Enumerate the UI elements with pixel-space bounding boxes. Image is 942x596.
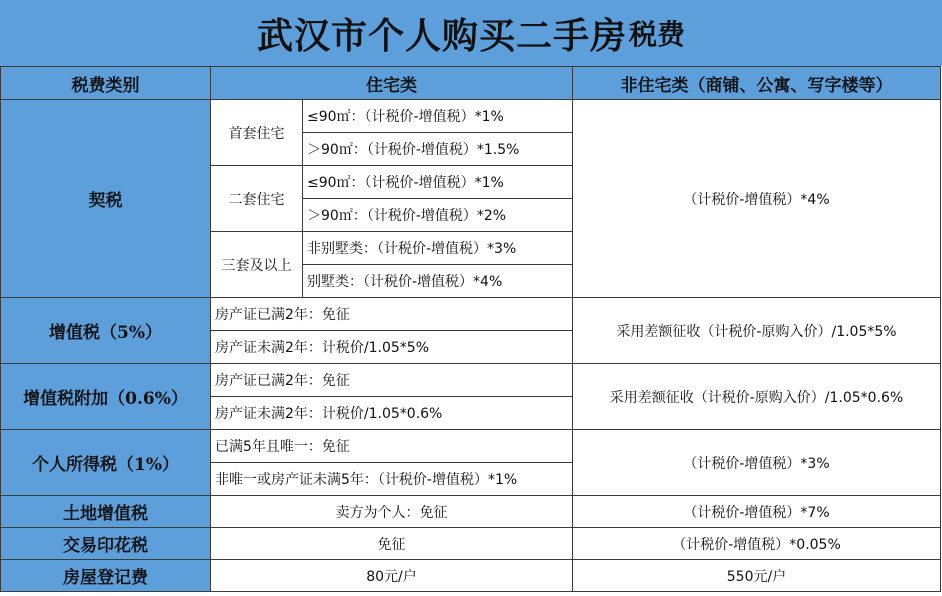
income-tax-nonresidential: （计税价-增值税）*3% (573, 430, 941, 496)
stamp-tax-row (1, 528, 941, 560)
deed-tax-nonresidential: （计税价-增值税）*4% (573, 100, 941, 298)
income-tax-rule: 非唯一或房产证未满5年：（计税价-增值税）*1% (211, 463, 573, 496)
vat-surcharge-nonresidential: 采用差额征收（计税价-原购入价）/1.05*0.6% (573, 364, 941, 430)
stamp-tax-label: 交易印花税 (1, 528, 211, 560)
land-vat-row (1, 496, 941, 528)
deed-rule: ＞90㎡：（计税价-增值税）*1.5% (303, 133, 573, 166)
registration-fee-row (1, 560, 941, 592)
vat-surcharge-rule: 房产证未满2年：计税价/1.05*0.6% (211, 397, 573, 430)
deed-group-first-home: 首套住宅 (211, 100, 303, 166)
vat-surcharge-label: 增值税附加（0.6%） (1, 364, 211, 430)
tax-table (0, 66, 941, 592)
deed-tax-row (1, 100, 941, 133)
vat-label: 增值税（5%） (1, 298, 211, 364)
deed-rule: ≤90㎡：（计税价-增值税）*1% (303, 166, 573, 199)
title-suffix: 税费 (629, 18, 686, 51)
deed-group-third-home: 三套及以上 (211, 232, 303, 298)
deed-tax-label: 契税 (1, 100, 211, 298)
land-vat-residential: 卖方为个人：免征 (211, 496, 573, 528)
vat-rule: 房产证未满2年：计税价/1.05*5% (211, 331, 573, 364)
header-category: 税费类别 (1, 67, 211, 100)
vat-surcharge-row (1, 364, 941, 397)
income-tax-rule: 已满5年且唯一：免征 (211, 430, 573, 463)
stamp-tax-residential: 免征 (211, 528, 573, 560)
header-row (1, 67, 941, 100)
deed-rule: 非别墅类：（计税价-增值税）*3% (303, 232, 573, 265)
deed-rule: ≤90㎡：（计税价-增值税）*1% (303, 100, 573, 133)
header-residential: 住宅类 (211, 67, 573, 100)
stamp-tax-nonresidential: （计税价-增值税）*0.05% (573, 528, 941, 560)
title-main: 武汉市个人购买二手房 (256, 14, 627, 57)
deed-rule: 别墅类：（计税价-增值税）*4% (303, 265, 573, 298)
deed-group-second-home: 二套住宅 (211, 166, 303, 232)
registration-fee-nonresidential: 550元/户 (573, 560, 941, 592)
land-vat-nonresidential: （计税价-增值税）*7% (573, 496, 941, 528)
header-nonresidential: 非住宅类（商铺、公寓、写字楼等） (573, 67, 941, 100)
income-tax-row (1, 430, 941, 463)
vat-surcharge-rule: 房产证已满2年：免征 (211, 364, 573, 397)
vat-rule: 房产证已满2年：免征 (211, 298, 573, 331)
vat-nonresidential: 采用差额征收（计税价-原购入价）/1.05*5% (573, 298, 941, 364)
page-title (0, 0, 942, 66)
land-vat-label: 土地增值税 (1, 496, 211, 528)
registration-fee-residential: 80元/户 (211, 560, 573, 592)
vat-row (1, 298, 941, 331)
registration-fee-label: 房屋登记费 (1, 560, 211, 592)
income-tax-label: 个人所得税（1%） (1, 430, 211, 496)
deed-rule: ＞90㎡：（计税价-增值税）*2% (303, 199, 573, 232)
